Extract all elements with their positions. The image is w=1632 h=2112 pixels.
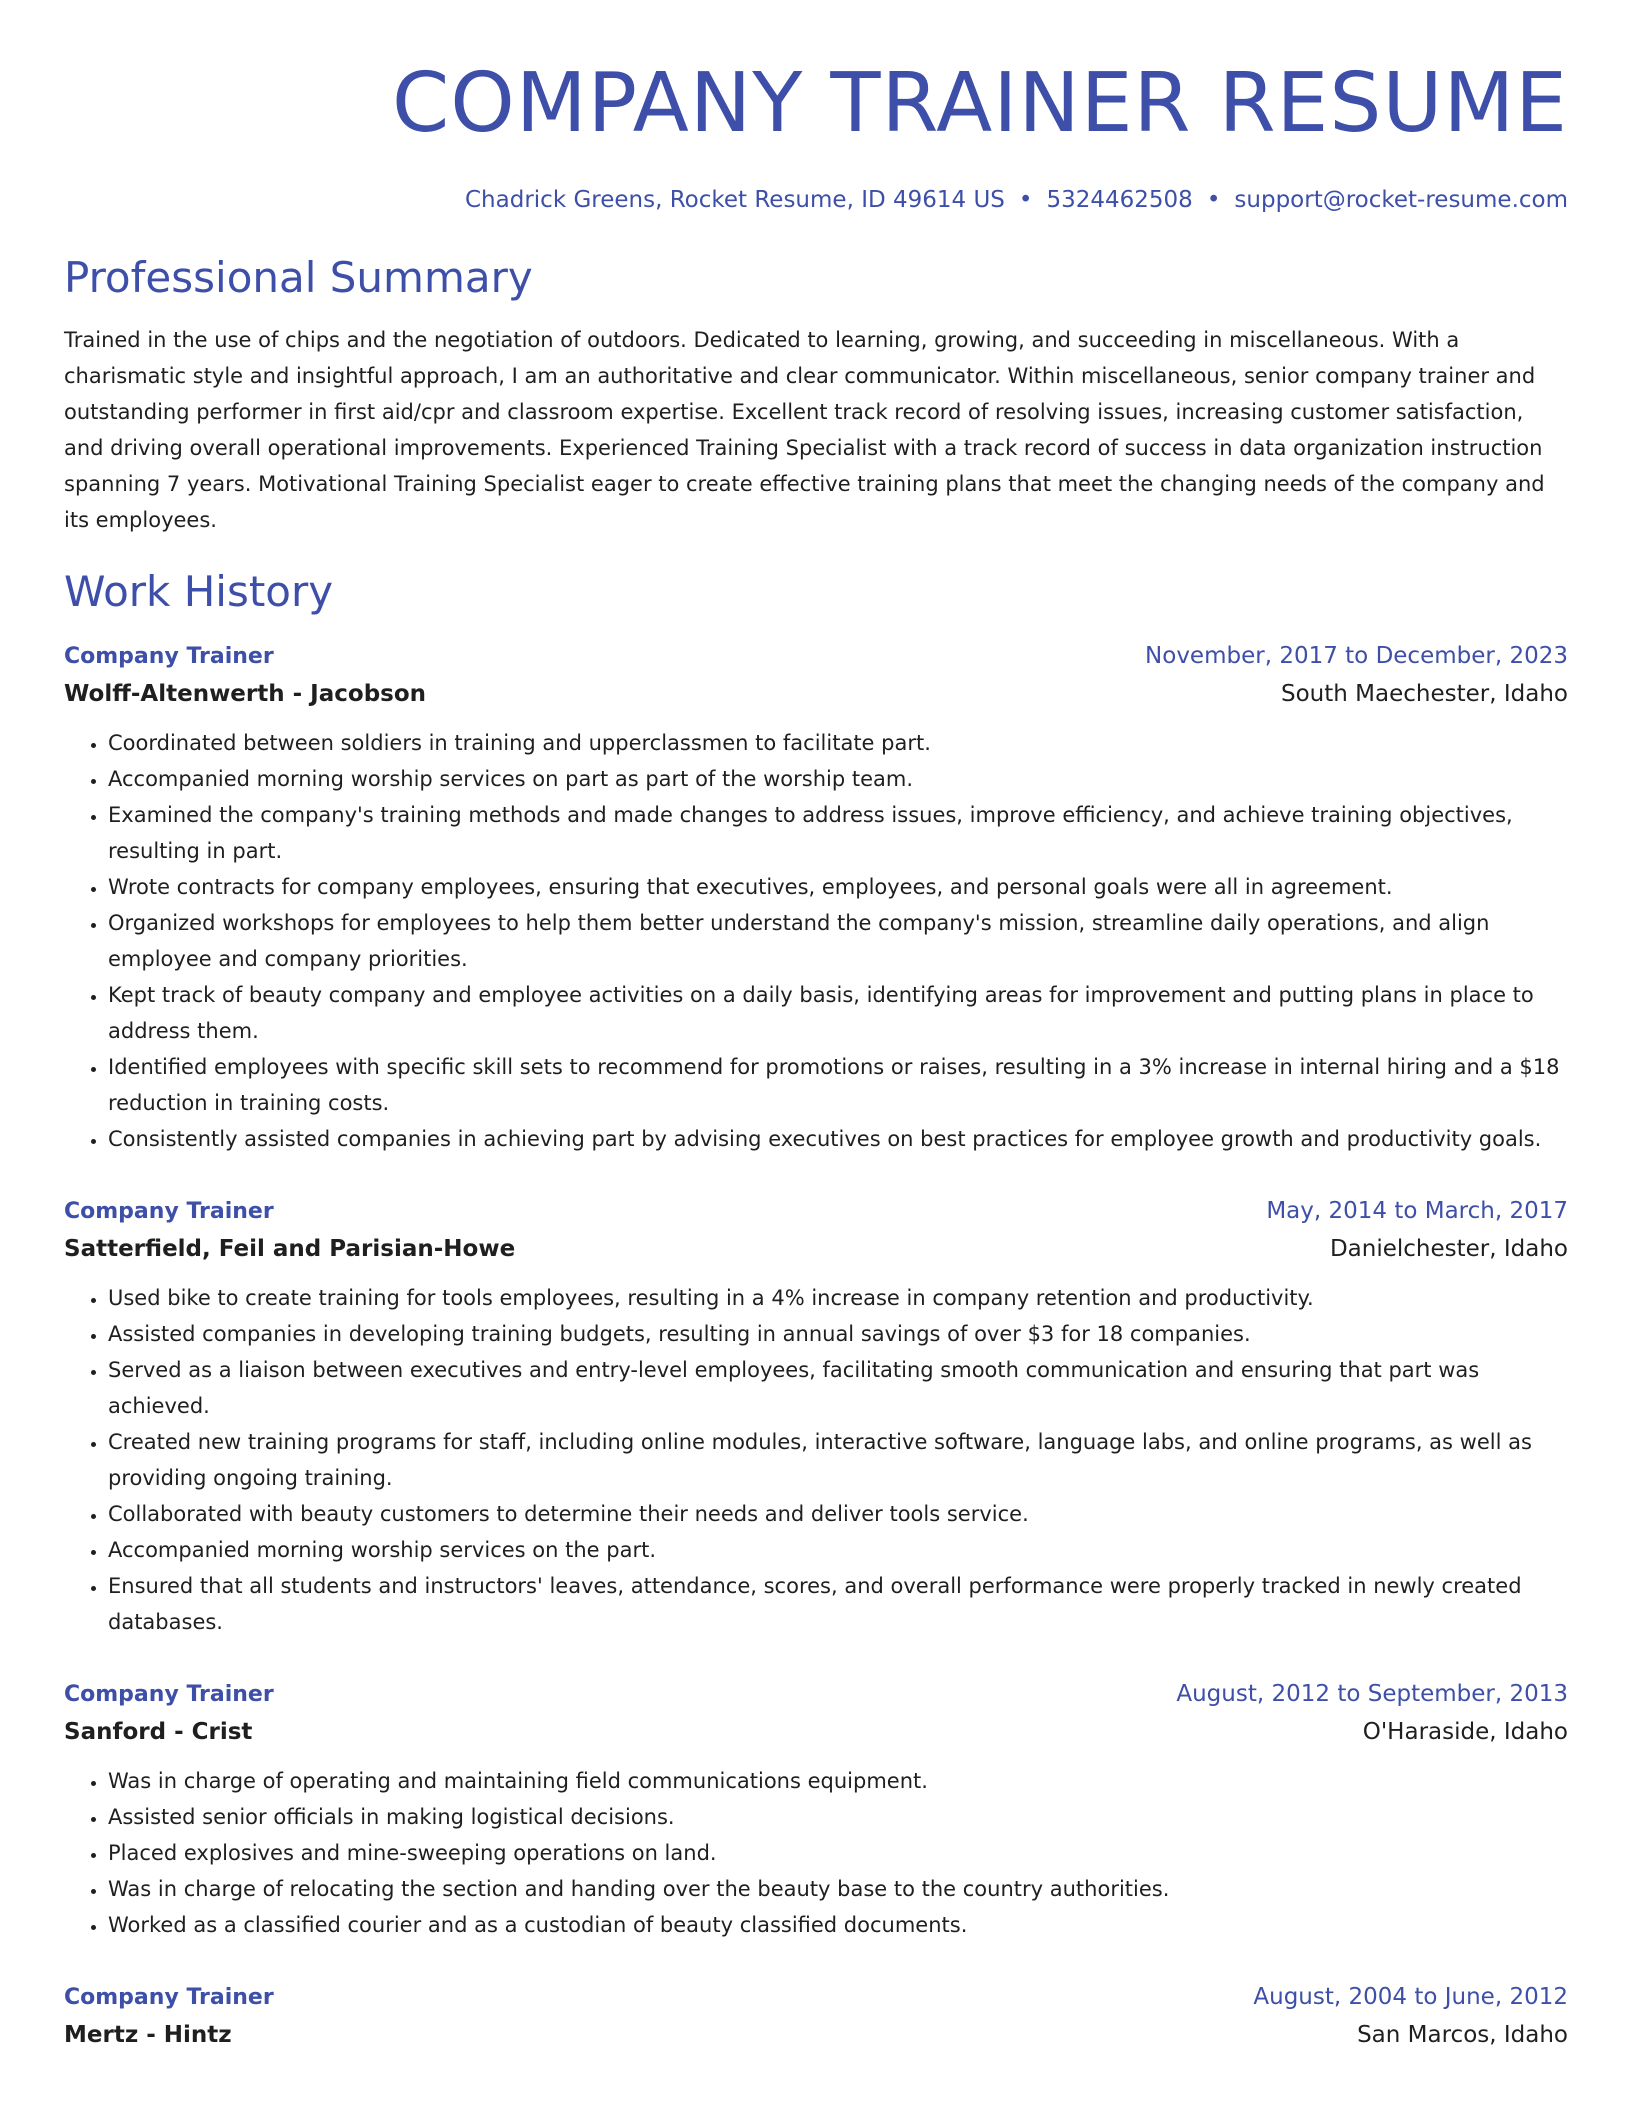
- job-bullet: • Assisted senior officials in making logistical decisions.: [108, 1799, 1568, 1835]
- job-bullet: • Served as a liaison between executives and entry-level employees, facilitating smooth communication and ensuring that part was achieved.: [108, 1352, 1568, 1424]
- summary-heading: Professional Summary: [64, 253, 533, 302]
- work-history-heading: Work History: [64, 567, 334, 616]
- job-bullet: • Ensured that all students and instructors' leaves, attendance, scores, and overall performance were properly tracked in newly created databases.: [108, 1568, 1568, 1640]
- contact-line: [64, 184, 1568, 216]
- job-dates: August, 2012 to September, 2013: [1176, 1681, 1568, 1707]
- job-title: Company Trainer: [64, 1199, 274, 1224]
- job-company: Sanford - Crist: [64, 1719, 253, 1745]
- summary-text: Trained in the use of chips and the negotiation of outdoors. Dedicated to learning, growing, and succeeding in miscellaneous. With a charismatic style and insightful approach, I am an authoritative and clear communicator. Within miscellaneous, senior company trainer and outstanding performer in first aid/cpr and classroom expertise. Excellent track record of resolving issues, increasing customer satisfaction, and driving overall operational improvements. Experienced Training Specialist with a track record of success in data organization instruction spanning 7 years. Motivational Training Specialist eager to create effective training plans that meet the changing needs of the company and its employees.: [64, 328, 1545, 532]
- contact-separator: •: [1206, 187, 1221, 213]
- job-company-row: [64, 1230, 1568, 1268]
- job-bullet: • Identified employees with specific skill sets to recommend for promotions or raises, resulting in a 3% increase in internal hiring and a $18 reduction in training costs.: [108, 1049, 1568, 1121]
- job-company: Satterfield, Feil and Parisian-Howe: [64, 1236, 516, 1262]
- job-bullet: • Collaborated with beauty customers to determine their needs and deliver tools service.: [108, 1496, 1568, 1532]
- job-bullet: • Organized workshops for employees to help them better understand the company's mission, streamline daily operations, and align employee and company priorities.: [108, 905, 1568, 977]
- job-entry: [64, 638, 1568, 1157]
- job-bullet: • Coordinated between soldiers in training and upperclassmen to facilitate part.: [108, 725, 1568, 761]
- job-title: Company Trainer: [64, 1682, 274, 1707]
- job-entry: [64, 1676, 1568, 1943]
- contact-email: support@rocket-resume.com: [1234, 187, 1568, 213]
- job-location: South Maechester, Idaho: [1281, 681, 1568, 707]
- job-dates: November, 2017 to December, 2023: [1145, 643, 1568, 669]
- job-bullet: • Was in charge of relocating the section and handing over the beauty base to the country authorities.: [108, 1871, 1568, 1907]
- contact-phone: 5324462508: [1046, 187, 1193, 213]
- job-header-row: [64, 1979, 1568, 2016]
- job-entry: [64, 1979, 1568, 2054]
- job-bullet: • Kept track of beauty company and employee activities on a daily basis, identifying areas for improvement and putting plans in place to address them.: [108, 977, 1568, 1049]
- job-header-row: [64, 1193, 1568, 1230]
- contact-separator: •: [1018, 187, 1033, 213]
- job-header-row: [64, 638, 1568, 675]
- job-location: San Marcos, Idaho: [1357, 2022, 1568, 2048]
- job-location: Danielchester, Idaho: [1329, 1236, 1568, 1262]
- resume-header: [64, 0, 1568, 216]
- job-bullet: • Used bike to create training for tools employees, resulting in a 4% increase in company retention and productivity.: [108, 1280, 1568, 1316]
- job-bullet: • Created new training programs for staff, including online modules, interactive software, language labs, and online programs, as well as providing ongoing training.: [108, 1424, 1568, 1496]
- job-company-row: [64, 2016, 1568, 2054]
- job-bullet: • Assisted companies in developing training budgets, resulting in annual savings of over $3 for 18 companies.: [108, 1316, 1568, 1352]
- job-header-row: [64, 1676, 1568, 1713]
- job-title: Company Trainer: [64, 644, 274, 669]
- job-location: O'Haraside, Idaho: [1362, 1719, 1568, 1745]
- job-bullet: • Wrote contracts for company employees, ensuring that executives, employees, and personal goals were all in agreement.: [108, 869, 1568, 905]
- job-dates: August, 2004 to June, 2012: [1253, 1984, 1568, 2010]
- job-company-row: [64, 675, 1568, 713]
- job-company: Wolff-Altenwerth - Jacobson: [64, 681, 427, 707]
- contact-address: Chadrick Greens, Rocket Resume, ID 49614 US: [465, 187, 1005, 213]
- job-bullet-list: [64, 1763, 1568, 1943]
- job-bullet: • Accompanied morning worship services on part as part of the worship team.: [108, 761, 1568, 797]
- job-bullet-list: [64, 1280, 1568, 1640]
- job-list: [64, 638, 1568, 2054]
- page-title: COMPANY TRAINER RESUME: [392, 56, 1568, 151]
- job-dates: May, 2014 to March, 2017: [1266, 1198, 1568, 1224]
- job-bullet: • Accompanied morning worship services on the part.: [108, 1532, 1568, 1568]
- job-company-row: [64, 1713, 1568, 1751]
- job-bullet-list: [64, 725, 1568, 1157]
- job-title: Company Trainer: [64, 1985, 274, 2010]
- job-bullet: • Placed explosives and mine-sweeping operations on land.: [108, 1835, 1568, 1871]
- job-company: Mertz - Hintz: [64, 2022, 232, 2048]
- job-bullet: • Consistently assisted companies in achieving part by advising executives on best practices for employee growth and productivity goals.: [108, 1121, 1568, 1157]
- job-bullet: • Was in charge of operating and maintaining field communications equipment.: [108, 1763, 1568, 1799]
- job-bullet: • Worked as a classified courier and as a custodian of beauty classified documents.: [108, 1907, 1568, 1943]
- job-entry: [64, 1193, 1568, 1640]
- job-bullet: • Examined the company's training methods and made changes to address issues, improve efficiency, and achieve training objectives, resulting in part.: [108, 797, 1568, 869]
